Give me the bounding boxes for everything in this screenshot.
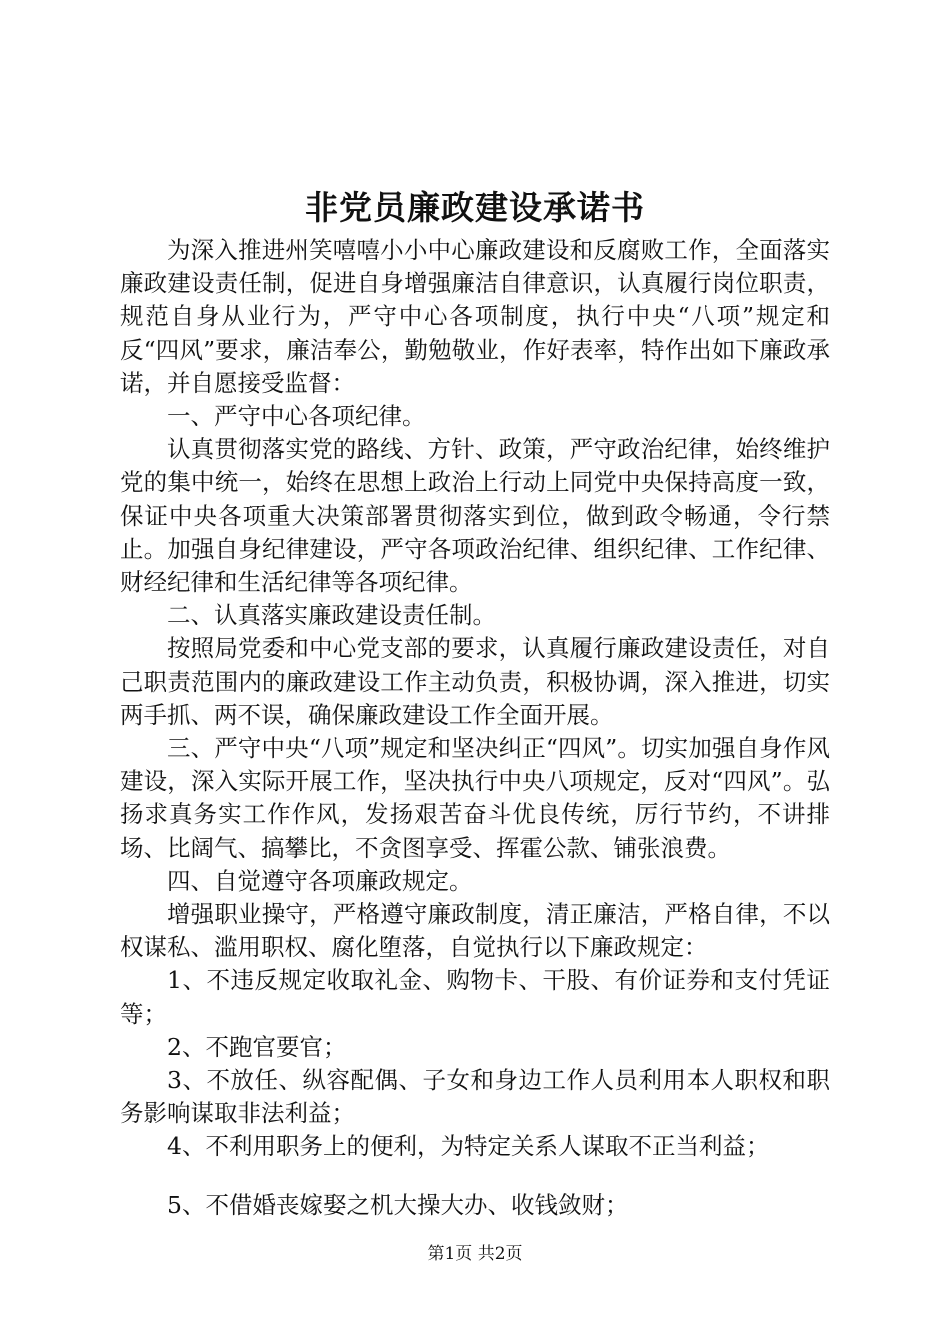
paragraph-section-1: 认真贯彻落实党的路线、方针、政策，严守政治纪律，始终维护党的集中统一，始终在思想上政治上行动上同党中央保持高度一致，保证中央各项重大决策部署贯彻落实到位，做到政令畅通，令行禁止。加强自身纪律建设，严守各项政治纪律、组织纪律、工作纪律、财经纪律和生活纪律等各项纪律。: [120, 435, 830, 597]
document-body: [120, 234, 830, 1222]
paragraph-section-4: 增强职业操守，严格遵守廉政制度，清正廉洁，严格自律，不以权谋私、滥用职权、腐化堕落，自觉执行以下廉政规定：: [120, 900, 830, 962]
heading-section-4: 四、自觉遵守各项廉政规定。: [167, 866, 473, 895]
list-item-5: 5、不借婚丧嫁娶之机大操大办、收钱敛财；: [167, 1190, 629, 1219]
list-item-2: 2、不跑官要官；: [167, 1032, 347, 1061]
heading-section-1: 一、严守中心各项纪律。: [167, 402, 426, 431]
list-item-4: 4、不利用职务上的便利，为特定关系人谋取不正当利益；: [167, 1132, 770, 1161]
heading-section-2: 二、认真落实廉政建设责任制。: [167, 601, 496, 630]
paragraph-intro: 为深入推进州笑嘻嘻小小中心廉政建设和反腐败工作，全面落实廉政建设责任制，促进自身增强廉洁自律意识，认真履行岗位职责，规范自身从业行为，严守中心各项制度，执行中央“八项”规定和反“四风”要求，廉洁奉公，勤勉敬业，作好表率，特作出如下廉政承诺，并自愿接受监督：: [120, 236, 830, 397]
paragraph-section-3: 三、严守中央“八项”规定和坚决纠正“四风”。切实加强自身作风建设，深入实际开展工作，坚决执行中央八项规定，反对“四风”。弘扬求真务实工作作风，发扬艰苦奋斗优良传统，厉行节约，不讲排场、比阔气、搞攀比，不贪图享受、挥霍公款、铺张浪费。: [120, 734, 830, 862]
list-item-1: 1、不违反规定收取礼金、购物卡、干股、有价证券和支付凭证等；: [120, 966, 830, 1028]
page-footer: 第1页 共2页: [427, 1244, 523, 1264]
paragraph-section-2: 按照局党委和中心党支部的要求，认真履行廉政建设责任，对自己职责范围内的廉政建设工作主动负责，积极协调，深入推进，切实两手抓、两不误，确保廉政建设工作全面开展。: [120, 634, 830, 729]
document-title: 非党员廉政建设承诺书: [305, 188, 645, 227]
list-item-3: 3、不放任、纵容配偶、子女和身边工作人员利用本人职权和职务影响谋取非法利益；: [120, 1066, 830, 1128]
